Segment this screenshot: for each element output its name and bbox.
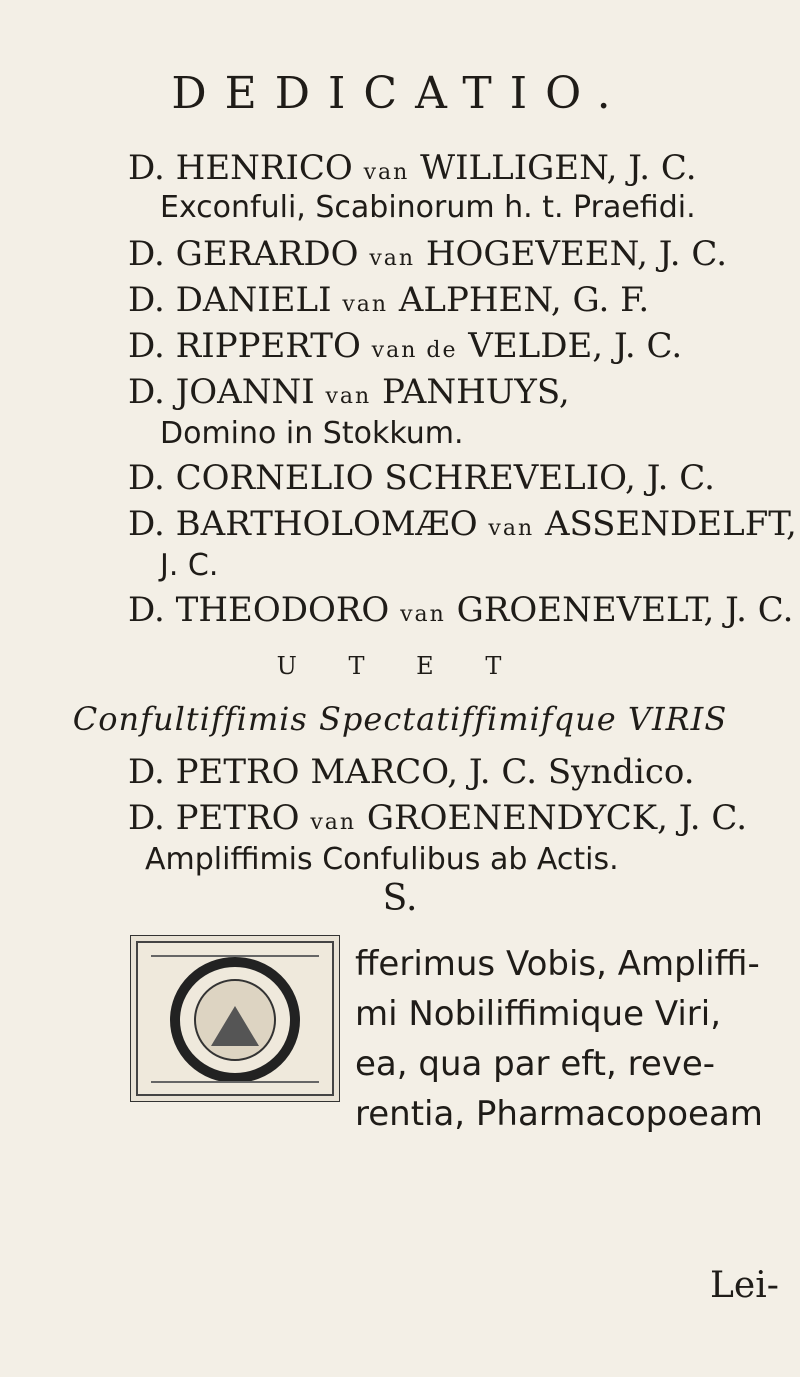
dedication-line <box>128 234 778 279</box>
given-name: THEODORO <box>175 590 390 630</box>
title-suffix: J. C. <box>678 798 748 838</box>
dedication-line <box>128 590 794 635</box>
title-suffix: J. C. <box>725 590 794 630</box>
prefix: D. <box>128 280 165 320</box>
surname: HOGEVEEN, <box>425 234 648 274</box>
surname: PANHUYS, <box>382 372 570 412</box>
given-name: PETRO <box>175 798 300 838</box>
given-name: CORNELIO SCHREVELIO, <box>175 458 636 498</box>
dedication-line <box>128 372 778 417</box>
given-name: RIPPERTO <box>175 326 361 366</box>
initial-artwork <box>131 936 339 1101</box>
surname: GROENENDYCK, <box>366 798 668 838</box>
consultissimis-heading: Confultiffimis Spectatiffimifque VIRIS <box>72 700 728 738</box>
dedication-line <box>128 280 778 325</box>
given-name: BARTHOLOMÆO <box>175 504 478 544</box>
particle: van <box>342 292 389 317</box>
particle: van <box>488 516 535 541</box>
prefix: D. <box>128 234 165 274</box>
surname: GROENEVELT, <box>456 590 715 630</box>
particle: van <box>363 160 410 185</box>
given-name: JOANNI <box>175 372 315 412</box>
dedication-line <box>128 148 778 193</box>
title-suffix: J. C. Syndico. <box>468 752 695 792</box>
body-line: ea, qua par eft, reve- <box>355 1044 716 1084</box>
prefix: D. <box>128 504 165 544</box>
dedication-subline: Exconfuli, Scabinorum h. t. Praefidi. <box>160 190 696 225</box>
particle: van <box>325 384 372 409</box>
catchword: Lei- <box>710 1265 779 1306</box>
prefix: D. <box>128 326 165 366</box>
particle: van <box>310 810 357 835</box>
dedication-line <box>128 504 797 549</box>
given-name: HENRICO <box>175 148 353 188</box>
prefix: D. <box>128 798 165 838</box>
given-name: PETRO MARCO, <box>175 752 458 792</box>
prefix: D. <box>128 148 165 188</box>
ut-et-heading: U T E T <box>276 652 524 680</box>
surname: VELDE, <box>468 326 604 366</box>
prefix: D. <box>128 458 165 498</box>
page-title: DEDICATIO. <box>171 68 629 119</box>
dedication-line <box>128 752 778 792</box>
surname: ALPHEN, <box>398 280 562 320</box>
particle: van de <box>371 338 458 363</box>
body-line: rentia, Pharmacopoeam <box>355 1094 763 1134</box>
surname: ASSENDELFT, <box>544 504 797 544</box>
title-suffix: J. C. <box>646 458 715 498</box>
title-suffix: J. C. <box>658 234 728 274</box>
dedication-subline: Domino in Stokkum. <box>160 416 464 451</box>
surname: WILLIGEN, <box>420 148 618 188</box>
prefix: D. <box>128 590 165 630</box>
title-suffix: J. C. <box>613 326 683 366</box>
body-line: fferimus Vobis, Ampliffi- <box>355 944 760 984</box>
salutation-mark: S. <box>382 878 418 919</box>
dedication-line <box>128 326 778 371</box>
title-suffix: G. F. <box>572 280 650 320</box>
prefix: D. <box>128 752 165 792</box>
decorated-initial-O-icon <box>130 935 340 1102</box>
particle: van <box>400 602 446 627</box>
dedication-subline: Ampliffimis Confulibus ab Actis. <box>145 842 619 877</box>
given-name: GERARDO <box>175 234 359 274</box>
given-name: DANIELI <box>175 280 332 320</box>
dedication-line <box>128 458 778 498</box>
dedication-line <box>128 798 778 843</box>
title-suffix: J. C. <box>628 148 697 188</box>
particle: van <box>369 246 416 271</box>
dedication-subline: J. C. <box>160 548 219 583</box>
prefix: D. <box>128 372 165 412</box>
body-line: mi Nobiliffimique Viri, <box>355 994 722 1034</box>
